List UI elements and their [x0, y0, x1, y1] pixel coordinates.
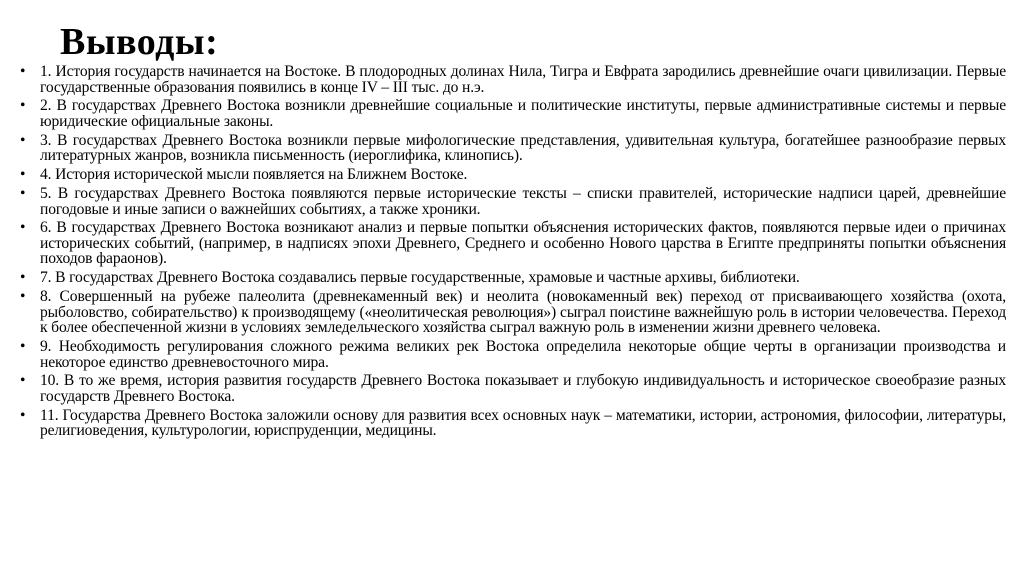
bullet-icon: •: [20, 184, 26, 202]
list-item: [20, 408, 1006, 439]
list-item-text: 7. В государствах Древнего Востока создавались первые государственные, храмовые и частные архивы, библиотеки.: [40, 269, 800, 287]
list-item: [20, 167, 1006, 183]
list-item-text: 11. Государства Древнего Востока заложили основу для развития всех основных наук – математики, истории, астрономия, философии, литературы, религиоведения, культурологии, юриспруденции, медицины.: [40, 406, 1006, 440]
list-item: [20, 133, 1006, 164]
bullet-icon: •: [20, 372, 26, 390]
bullet-icon: •: [20, 269, 26, 287]
bullet-icon: •: [20, 288, 26, 306]
bullet-icon: •: [20, 166, 26, 184]
list-item: [20, 186, 1006, 217]
list-item-text: 10. В то же время, история развития государств Древнего Востока показывает и глубокую индивидуальность и историческое своеобразие разных государств Древнего Востока.: [40, 372, 1006, 405]
list-item-text: 1. История государств начинается на Востоке. В плодородных долинах Нила, Тигра и Евфрата зародились древнейшие очаги цивилизации. Первые государственные образования появились в конце IV – III тыс. до н.э.: [40, 63, 1006, 96]
list-item: [20, 373, 1006, 404]
list-item-text: 8. Совершенный на рубеже палеолита (древнекаменный век) и неолита (новокаменный век) переход от присваивающего хозяйства (охота, рыболовство, собирательство) к производящему («неолитическая революция») сыграл поистине важнейшую роль в истории человечества. Переход к более обеспеченной жизни в условиях земледельческого хозяйства сыграл важную роль в изменении жизни древнего человека.: [40, 288, 1006, 337]
list-item: [20, 339, 1006, 370]
bullet-icon: •: [20, 219, 26, 237]
list-item: [20, 289, 1006, 336]
list-item-text: 3. В государствах Древнего Востока возникли первые мифологические представления, удивительная культура, богатейшее разнообразие первых литературных жанров, возникла письменность (иероглифика, клинопись).: [40, 131, 1006, 165]
conclusions-list: [20, 64, 1006, 442]
slide-title: Выводы:: [60, 21, 219, 63]
list-item: [20, 270, 1006, 286]
bullet-icon: •: [20, 131, 26, 149]
list-item: [20, 220, 1006, 267]
list-item-text: 5. В государствах Древнего Востока появляются первые исторические тексты – списки правителей, исторические надписи царей, древнейшие погодовые и иные записи о важнейших событиях, а также хроники.: [40, 184, 1006, 218]
list-item: [20, 64, 1006, 95]
bullet-icon: •: [20, 63, 26, 80]
bullet-icon: •: [20, 406, 26, 424]
list-item-text: 2. В государствах Древнего Востока возникли древнейшие социальные и политические институты, первые административные системы и первые юридические официальные законы.: [40, 97, 1006, 130]
list-item-text: 4. История исторической мысли появляется на Ближнем Востоке.: [40, 166, 468, 184]
bullet-icon: •: [20, 338, 26, 355]
bullet-icon: •: [20, 97, 26, 115]
list-item-text: 9. Необходимость регулирования сложного режима великих рек Востока определила некоторые общие черты в организации производства и некоторое единство древневосточного мира.: [40, 338, 1006, 371]
list-item: [20, 98, 1006, 129]
list-item-text: 6. В государствах Древнего Востока возникают анализ и первые попытки объяснения исторических фактов, появляются первые идеи о причинах исторических событий, (например, в надписях эпохи Древнего, Среднего и особенно Нового царства в Египте предприняты попытки объяснения походов фараонов).: [40, 219, 1006, 268]
